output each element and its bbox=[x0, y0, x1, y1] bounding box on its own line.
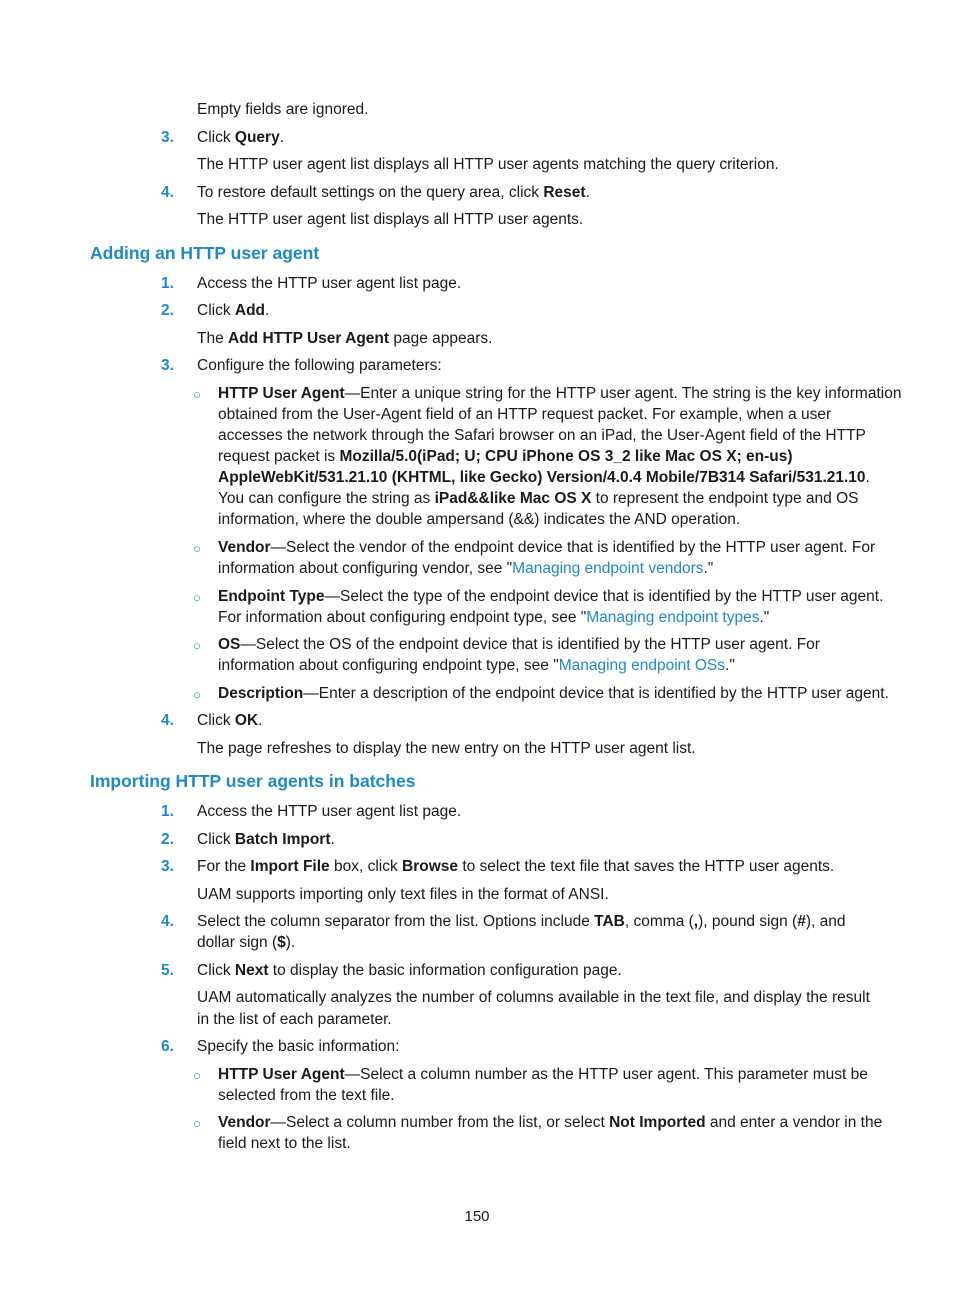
import-step-4-line-2: dollar sign ($). bbox=[197, 934, 296, 951]
bullet-icon: ○ bbox=[193, 541, 201, 556]
step-number: 2. bbox=[161, 302, 174, 319]
import-step-6: Specify the basic information: bbox=[197, 1038, 400, 1055]
param-text-line: obtained from the User-Agent field of an HTTP request packet. For example, when a user bbox=[218, 406, 832, 423]
param-vendor: Vendor—Select the vendor of the endpoint device that is identified by the HTTP user agent. For bbox=[218, 539, 876, 556]
step-query: Click Query. bbox=[197, 129, 285, 146]
param-os: OS—Select the OS of the endpoint device that is identified by the HTTP user agent. For bbox=[218, 636, 820, 653]
param-text-line: AppleWebKit/531.21.10 (KHTML, like Gecko) Version/4.0.4 Mobile/7B314 Safari/531.21.10. bbox=[218, 469, 870, 486]
param-text-line: field next to the list. bbox=[218, 1135, 351, 1152]
step-number: 2. bbox=[161, 831, 174, 848]
step-number: 4. bbox=[161, 913, 174, 930]
param-text-line: You can configure the string as iPad&&like Mac OS X to represent the endpoint type and OS bbox=[218, 490, 859, 507]
adding-step-4: Click OK. bbox=[197, 712, 263, 729]
link-managing-endpoint-vendors[interactable]: Managing endpoint vendors bbox=[512, 560, 704, 577]
step-number: 3. bbox=[161, 357, 174, 374]
bullet-icon: ○ bbox=[193, 387, 201, 402]
import-step-2: Click Batch Import. bbox=[197, 831, 335, 848]
import-step-5: Click Next to display the basic information configuration page. bbox=[197, 962, 622, 979]
section-heading-importing: Importing HTTP user agents in batches bbox=[90, 771, 416, 791]
param-text-line: request packet is Mozilla/5.0(iPad; U; CPU iPhone OS 3_2 like Mac OS X; en-us) bbox=[218, 448, 793, 465]
step-number: 3. bbox=[161, 129, 174, 146]
param-text-line: information about configuring vendor, see "Managing endpoint vendors." bbox=[218, 560, 714, 577]
step-number: 1. bbox=[161, 275, 174, 292]
param-text-line: information, where the double ampersand (&&) indicates the AND operation. bbox=[218, 511, 741, 528]
link-managing-endpoint-types[interactable]: Managing endpoint types bbox=[586, 609, 760, 626]
import-step-4: Select the column separator from the list. Options include TAB, comma (,), pound sign (#), and bbox=[197, 913, 846, 930]
basic-info-vendor: Vendor—Select a column number from the list, or select Not Imported and enter a vendor in the bbox=[218, 1114, 883, 1131]
step-reset: To restore default settings on the query area, click Reset. bbox=[197, 184, 590, 201]
adding-step-2: Click Add. bbox=[197, 302, 270, 319]
step-number: 1. bbox=[161, 803, 174, 820]
import-step-5-note: UAM automatically analyzes the number of columns available in the text file, and display the result bbox=[197, 989, 870, 1006]
import-step-3-note: UAM supports importing only text files in the format of ANSI. bbox=[197, 886, 609, 903]
page-number: 150 bbox=[464, 1208, 490, 1225]
step-number: 4. bbox=[161, 184, 174, 201]
adding-step-3: Configure the following parameters: bbox=[197, 357, 442, 374]
adding-step-4-note: The page refreshes to display the new entry on the HTTP user agent list. bbox=[197, 740, 696, 757]
step-number: 3. bbox=[161, 858, 174, 875]
import-step-5-note-line-2: in the list of each parameter. bbox=[197, 1011, 392, 1028]
param-text-line: For information about configuring endpoint type, see "Managing endpoint types." bbox=[218, 609, 770, 626]
section-heading-adding: Adding an HTTP user agent bbox=[90, 243, 320, 263]
bullet-icon: ○ bbox=[193, 1116, 201, 1131]
link-managing-endpoint-oss[interactable]: Managing endpoint OSs bbox=[558, 657, 726, 674]
param-description: Description—Enter a description of the endpoint device that is identified by the HTTP user agent. bbox=[218, 685, 889, 702]
bullet-icon: ○ bbox=[193, 590, 201, 605]
step-number: 4. bbox=[161, 712, 174, 729]
import-step-3: For the Import File box, click Browse to select the text file that saves the HTTP user agents. bbox=[197, 858, 835, 875]
param-endpoint-type: Endpoint Type—Select the type of the endpoint device that is identified by the HTTP user agent. bbox=[218, 588, 884, 605]
bullet-icon: ○ bbox=[193, 638, 201, 653]
param-http-user-agent: HTTP User Agent—Enter a unique string for the HTTP user agent. The string is the key information bbox=[218, 385, 902, 402]
adding-step-2-note: The Add HTTP User Agent page appears. bbox=[197, 330, 493, 347]
basic-info-http-user-agent: HTTP User Agent—Select a column number as the HTTP user agent. This parameter must be bbox=[218, 1066, 868, 1083]
import-step-1: Access the HTTP user agent list page. bbox=[197, 803, 462, 820]
param-text-line: accesses the network through the Safari browser on an iPad, the User-Agent field of the HTTP bbox=[218, 427, 866, 444]
step-number: 6. bbox=[161, 1038, 174, 1055]
step-reset-note: The HTTP user agent list displays all HTTP user agents. bbox=[197, 211, 584, 228]
adding-step-1: Access the HTTP user agent list page. bbox=[197, 275, 462, 292]
bullet-icon: ○ bbox=[193, 687, 201, 702]
bullet-icon: ○ bbox=[193, 1068, 201, 1083]
step-query-note: The HTTP user agent list displays all HTTP user agents matching the query criterion. bbox=[197, 156, 779, 173]
step-number: 5. bbox=[161, 962, 174, 979]
param-text-line: selected from the text file. bbox=[218, 1087, 395, 1104]
param-text-line: information about configuring endpoint type, see "Managing endpoint OSs." bbox=[218, 657, 735, 674]
empty-fields-note: Empty fields are ignored. bbox=[197, 101, 369, 118]
